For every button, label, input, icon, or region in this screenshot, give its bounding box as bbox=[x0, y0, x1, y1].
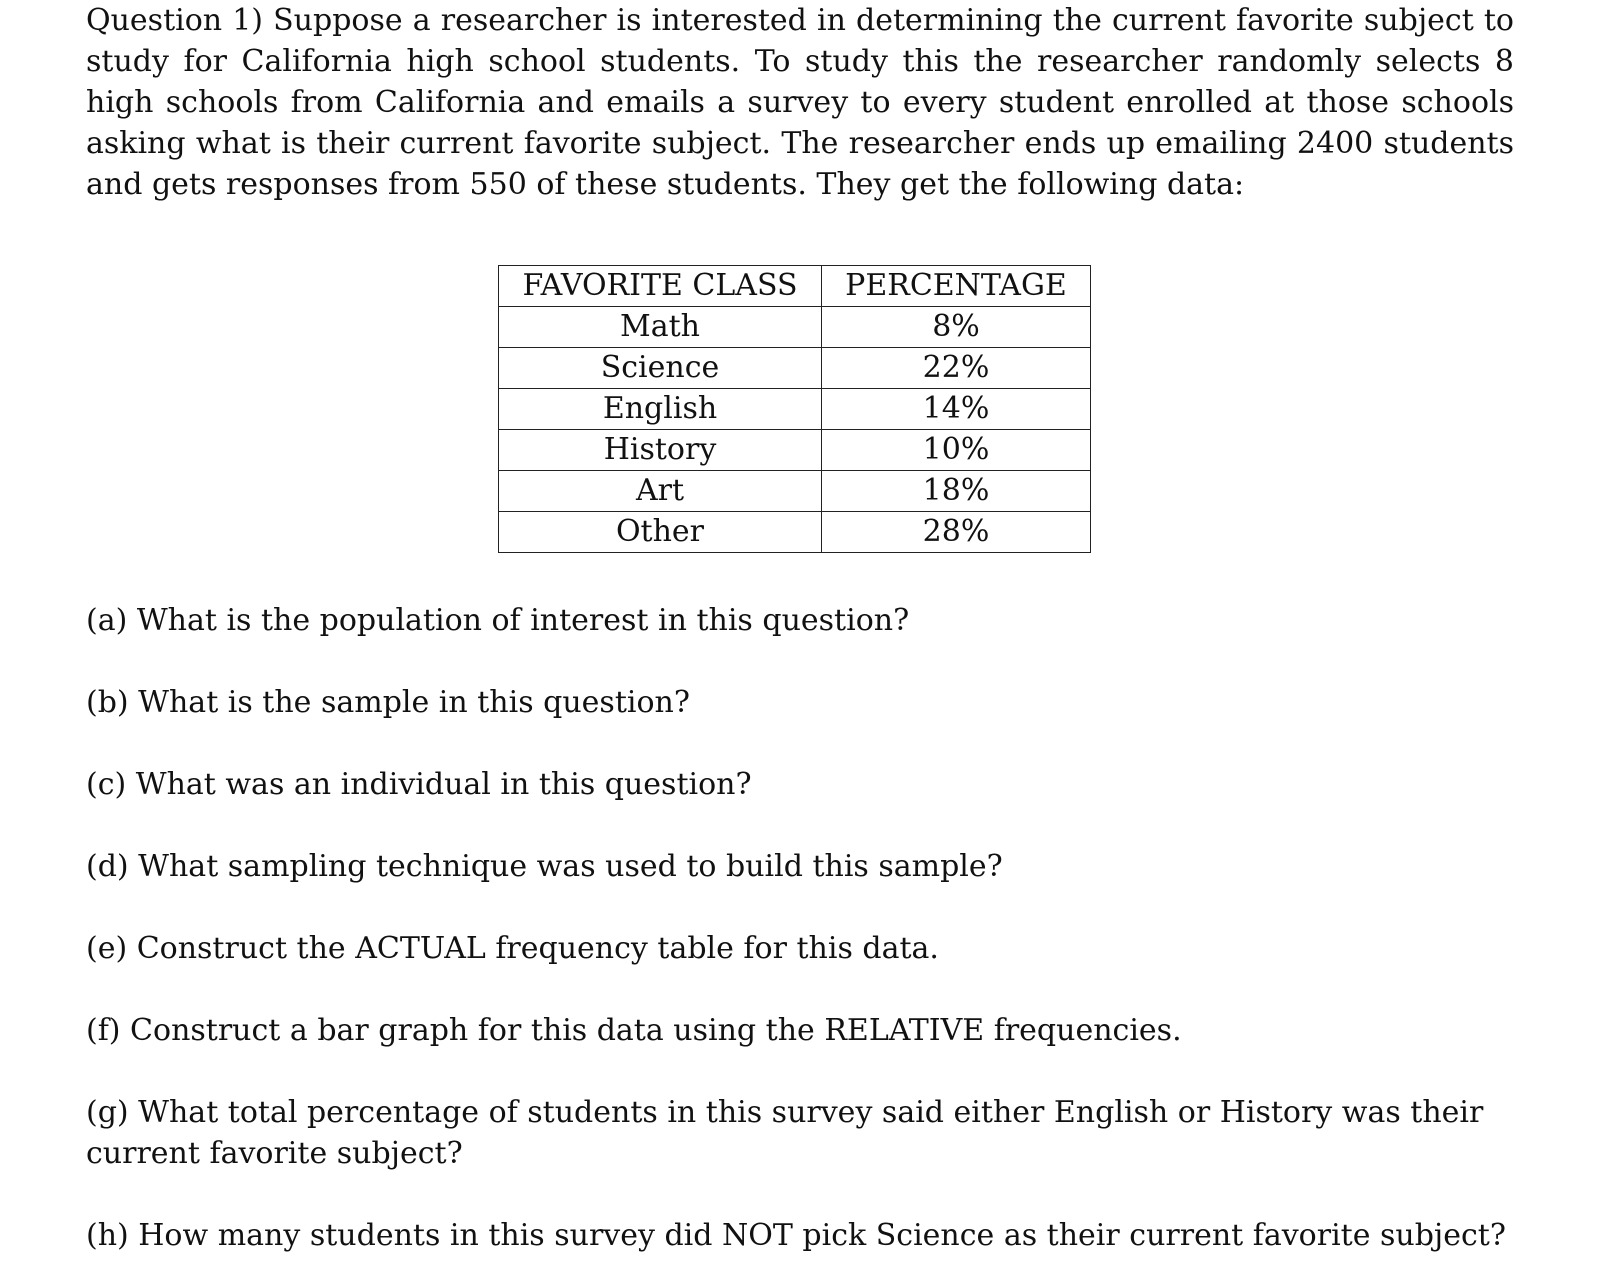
table-row bbox=[499, 307, 1091, 348]
question-c: (c) What was an individual in this question? bbox=[86, 767, 752, 802]
table-row bbox=[499, 348, 1091, 389]
percentage-cell: 22% bbox=[822, 348, 1091, 389]
table-row bbox=[499, 430, 1091, 471]
percentage-cell: 18% bbox=[822, 471, 1091, 512]
subject-cell: Art bbox=[499, 471, 822, 512]
header-percentage: PERCENTAGE bbox=[822, 266, 1091, 307]
favorite-class-table bbox=[498, 265, 1091, 553]
subject-cell: Math bbox=[499, 307, 822, 348]
table-header-row bbox=[499, 266, 1091, 307]
question-d: (d) What sampling technique was used to build this sample? bbox=[86, 849, 1003, 884]
question-f: (f) Construct a bar graph for this data using the RELATIVE frequencies. bbox=[86, 1013, 1182, 1048]
subject-cell: History bbox=[499, 430, 822, 471]
table-row bbox=[499, 512, 1091, 553]
question-e: (e) Construct the ACTUAL frequency table for this data. bbox=[86, 931, 939, 966]
percentage-cell: 8% bbox=[822, 307, 1091, 348]
subject-cell: English bbox=[499, 389, 822, 430]
percentage-cell: 14% bbox=[822, 389, 1091, 430]
header-favorite-class: FAVORITE CLASS bbox=[499, 266, 822, 307]
question-intro: Question 1) Suppose a researcher is interested in determining the current favorite subject to study for California high school students. To study this the researcher randomly selects 8 high schools from California and emails a survey to every student enrolled at those schools asking what is their current favorite subject. The researcher ends up emailing 2400 students and gets responses from 550 of these students. They get the following data: bbox=[86, 3, 1514, 202]
question-g: (g) What total percentage of students in this survey said either English or History was their current favorite subject? bbox=[86, 1095, 1484, 1171]
percentage-cell: 28% bbox=[822, 512, 1091, 553]
table-row bbox=[499, 471, 1091, 512]
percentage-cell: 10% bbox=[822, 430, 1091, 471]
subject-cell: Science bbox=[499, 348, 822, 389]
question-b: (b) What is the sample in this question? bbox=[86, 685, 690, 720]
table-row bbox=[499, 389, 1091, 430]
question-h: (h) How many students in this survey did NOT pick Science as their current favorite subject? bbox=[86, 1218, 1506, 1253]
question-a: (a) What is the population of interest in this question? bbox=[86, 603, 910, 638]
subject-cell: Other bbox=[499, 512, 822, 553]
